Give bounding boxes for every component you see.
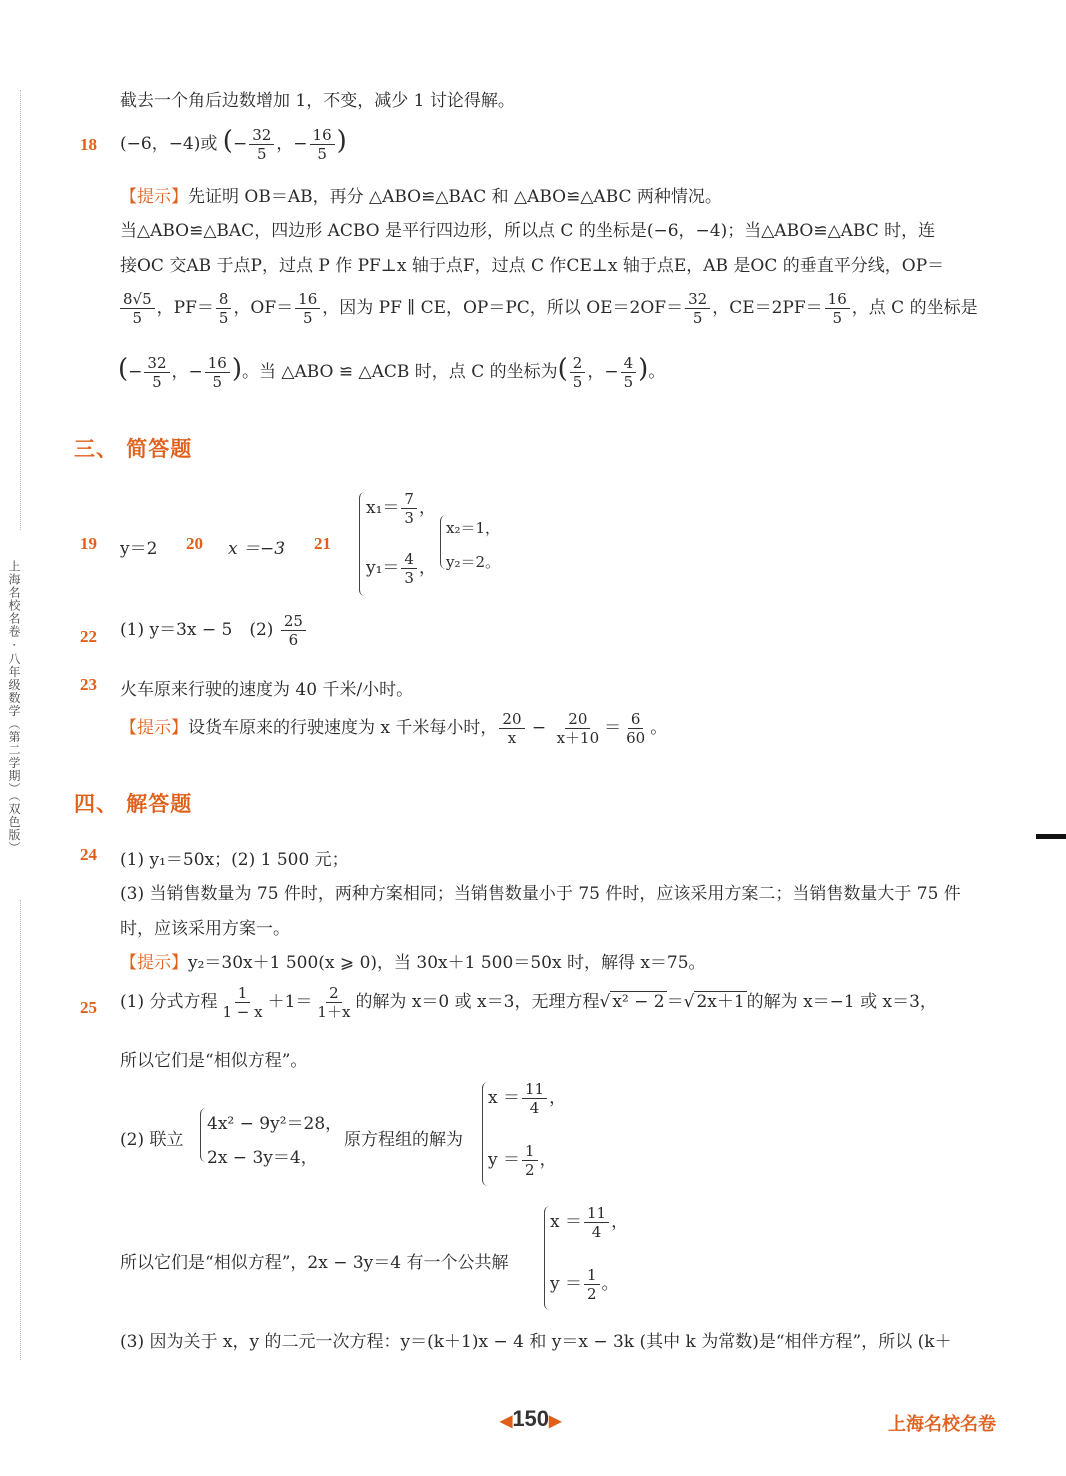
frac: $\frac{32}{5}$ <box>249 126 274 163</box>
left-arrow-icon: ◀ <box>500 1413 513 1430</box>
edge-mark <box>1036 834 1066 839</box>
q18-p1: 当△ABO≌△BAC，四边形 ACBO 是平行四边形，所以点 C 的坐标是(−6，−4)；当△ABO≌△ABC 时，连 <box>120 221 936 241</box>
q18-p3: $\frac{8√5}{5}$ ，PF＝ $\frac{8}{5}$ ，OF＝ $\frac{16}{5}$ ，因为 PF ∥ CE，OP＝PC，所以 OE＝2OF＝ $\frac{32}{5}$ ，CE＝2PF＝ $\frac{16}{5}$ ，点 C 的坐标是 <box>118 290 978 327</box>
q25-b4: 原方程组的解为 <box>344 1130 463 1150</box>
q21-y2: y₂＝2。 <box>446 553 501 571</box>
q25-a2: 所以它们是“相似方程”。 <box>120 1051 308 1071</box>
q25-y2: y ＝ $\frac{1}{2}$ 。 <box>550 1266 619 1303</box>
q25-num: 25 <box>80 998 97 1017</box>
q21-y1: y₁＝ $\frac{4}{3}$ ， <box>366 550 436 587</box>
brand: 上海名校名卷 <box>888 1414 996 1435</box>
q24-a3: 时，应该采用方案一。 <box>120 919 290 939</box>
q24-hint: 【提示】y₂＝30x＋1 500(x ⩾ 0)，当 30x＋1 500＝50x 时，解得 x＝75。 <box>120 953 706 973</box>
q25-x: x ＝ $\frac{11}{4}$ ， <box>488 1080 567 1117</box>
q23-num: 23 <box>80 675 97 694</box>
brace <box>200 1108 207 1162</box>
q23-answer: 火车原来行驶的速度为 40 千米/小时。 <box>120 680 414 700</box>
q25-d: (3) 因为关于 x，y 的二元一次方程：y＝(k＋1)x − 4 和 y＝x − 3k (其中 k 为常数)是“相伴方程”，所以 (k＋ <box>120 1332 952 1352</box>
q25-y: y ＝ $\frac{1}{2}$ ， <box>488 1142 557 1179</box>
q22-num: 22 <box>80 627 97 646</box>
q21-num: 21 <box>314 534 331 553</box>
q18-p2: 接OC 交AB 于点P，过点 P 作 PF⊥x 轴于点F，过点 C 作CE⊥x 轴于点E，AB 是OC 的垂直平分线，OP＝ <box>120 256 945 276</box>
q23-hint: 【提示】设货车原来的行驶速度为 x 千米每小时， $\frac{20}{x}$ − $\frac{20}{x+10}$ ＝ $\frac{6}{60}$ 。 <box>120 710 668 747</box>
page-number: ◀150▶ <box>500 1406 562 1431</box>
side-title: 上海名校名卷 · 八年级数学（第二学期）（双色版） <box>7 560 21 855</box>
q25-x2: x ＝ $\frac{11}{4}$ ， <box>550 1204 629 1241</box>
q20-answer: x ＝−3 <box>228 539 286 559</box>
q24-num: 24 <box>80 845 97 864</box>
q25-b3: 2x − 3y＝4， <box>207 1148 318 1168</box>
margin-dots <box>20 90 21 530</box>
q25-b1: (2) 联立 <box>120 1130 184 1150</box>
line-1: 截去一个角后边数增加 1，不变，减少 1 讨论得解。 <box>120 91 515 111</box>
section-3-title: 三、 简答题 <box>74 437 193 461</box>
q18-answer: (−6，−4)或 (− $\frac{32}{5}$ ，− $\frac{16}{5}$ ) <box>120 126 347 163</box>
q20-num: 20 <box>186 534 203 553</box>
q25-b2: 4x² − 9y²＝28， <box>207 1114 343 1134</box>
q22-answer: (1) y＝3x − 5 (2) $\frac{25}{6}$ <box>120 612 308 649</box>
q18-hint: 【提示】先证明 OB＝AB，再分 △ABO≌△BAC 和 △ABO≌△ABC 两种情况。 <box>120 187 722 207</box>
q25-a1: (1) 分式方程 $\frac{1}{1 - x}$ ＋1＝ $\frac{2}{1+x}$ 的解为 x＝0 或 x＝3，无理方程√ x² − 2 ＝√ 2x＋1 的解为 x＝−1 或 x＝3， <box>120 984 937 1021</box>
right-arrow-icon: ▶ <box>549 1413 562 1430</box>
section-4-title: 四、 解答题 <box>74 792 193 816</box>
q21-x2: x₂＝1， <box>446 519 501 537</box>
q19-answer: y＝2 <box>120 539 158 559</box>
frac: $\frac{16}{5}$ <box>310 126 335 163</box>
q24-a2: (3) 当销售数量为 75 件时，两种方案相同；当销售数量小于 75 件时，应该采用方案二；当销售数量大于 75 件 <box>120 884 961 904</box>
q24-a1: (1) y₁＝50x；(2) 1 500 元； <box>120 850 349 870</box>
q18-p4: (− $\frac{32}{5}$ ，− $\frac{16}{5}$ )。当 △ABO ≌ △ACB 时，点 C 的坐标为( $\frac{2}{5}$ ，− $\frac{4}{5}$ )。 <box>118 354 666 391</box>
q19-num: 19 <box>80 534 97 553</box>
q18-num: 18 <box>80 135 97 154</box>
q21-x1: x₁＝ $\frac{7}{3}$ ， <box>366 490 436 527</box>
q25-c1: 所以它们是“相似方程”，2x − 3y＝4 有一个公共解 <box>120 1253 509 1273</box>
margin-dots <box>20 900 21 1360</box>
